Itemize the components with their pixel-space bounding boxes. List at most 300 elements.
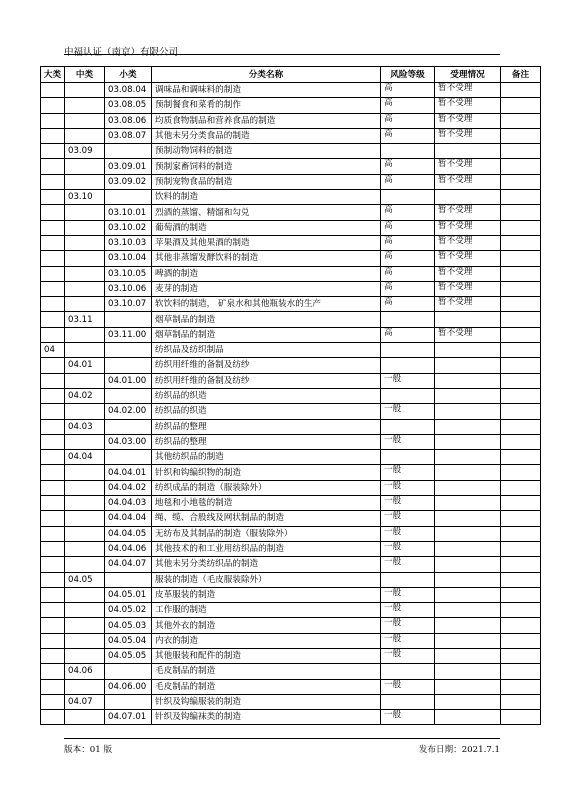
status-cell (435, 373, 501, 388)
notes-cell (501, 557, 541, 572)
minor-cell: 04.05.04 (105, 633, 152, 648)
table-row (41, 511, 541, 526)
table-row (41, 450, 541, 465)
major-cell (41, 312, 65, 327)
risk-cell: 高 (381, 220, 435, 235)
middle-cell (65, 83, 105, 98)
name-cell: 针织和钩编织物的制造 (152, 465, 381, 480)
name-cell: 均质食物制品和营养食品的制造 (152, 113, 381, 128)
minor-cell: 04.05.03 (105, 618, 152, 633)
status-cell (435, 694, 501, 709)
major-cell (41, 496, 65, 511)
minor-cell: 04.07.01 (105, 710, 152, 725)
minor-cell: 03.10.03 (105, 235, 152, 250)
status-cell (435, 587, 501, 602)
major-cell (41, 541, 65, 556)
middle-cell (65, 235, 105, 250)
minor-cell: 03.10.02 (105, 220, 152, 235)
notes-cell (501, 266, 541, 281)
major-cell (41, 297, 65, 312)
minor-cell (105, 358, 152, 373)
middle-cell (65, 557, 105, 572)
status-cell (435, 358, 501, 373)
table-row (41, 648, 541, 663)
name-cell: 饮料的制造 (152, 190, 381, 205)
name-cell: 纺织用纤维的备制及纺纱 (152, 358, 381, 373)
col-status: 受理情况 (435, 67, 501, 83)
notes-cell (501, 511, 541, 526)
status-cell: 暂不受理 (435, 83, 501, 98)
risk-cell: 一般 (381, 373, 435, 388)
middle-cell (65, 205, 105, 220)
table-row (41, 312, 541, 327)
notes-cell (501, 679, 541, 694)
middle-cell: 03.10 (65, 190, 105, 205)
minor-cell: 04.05.01 (105, 587, 152, 602)
minor-cell: 04.03.00 (105, 434, 152, 449)
notes-cell (501, 281, 541, 296)
notes-cell (501, 128, 541, 143)
minor-cell: 04.04.05 (105, 526, 152, 541)
status-cell (435, 434, 501, 449)
table-row (41, 144, 541, 159)
risk-cell: 高 (381, 159, 435, 174)
name-cell: 预制餐食和菜肴的制作 (152, 98, 381, 113)
minor-cell (105, 664, 152, 679)
name-cell: 纺织品及纺织制品 (152, 343, 381, 358)
risk-cell: 高 (381, 297, 435, 312)
notes-cell (501, 159, 541, 174)
risk-cell: 一般 (381, 557, 435, 572)
risk-cell: 高 (381, 113, 435, 128)
notes-cell (501, 343, 541, 358)
table-row (41, 83, 541, 98)
table-row (41, 694, 541, 709)
status-cell (435, 572, 501, 587)
major-cell (41, 633, 65, 648)
table-row (41, 297, 541, 312)
name-cell: 皮革服装的制造 (152, 587, 381, 602)
table-row (41, 557, 541, 572)
status-cell (435, 404, 501, 419)
status-cell: 暂不受理 (435, 205, 501, 220)
name-cell: 预制家畜饲料的制造 (152, 159, 381, 174)
table-row (41, 465, 541, 480)
name-cell: 工作服的制造 (152, 603, 381, 618)
minor-cell (105, 572, 152, 587)
status-cell: 暂不受理 (435, 159, 501, 174)
name-cell: 葡萄酒的制造 (152, 220, 381, 235)
table-row (41, 526, 541, 541)
minor-cell: 03.08.05 (105, 98, 152, 113)
risk-cell (381, 343, 435, 358)
name-cell: 调味品和调味料的制造 (152, 83, 381, 98)
middle-cell (65, 480, 105, 495)
notes-cell (501, 541, 541, 556)
risk-cell (381, 388, 435, 403)
name-cell: 其他服装和配件的制造 (152, 648, 381, 663)
category-table (40, 66, 541, 725)
risk-cell: 一般 (381, 679, 435, 694)
table-row (41, 496, 541, 511)
middle-cell (65, 541, 105, 556)
middle-cell: 03.11 (65, 312, 105, 327)
middle-cell (65, 633, 105, 648)
middle-cell: 04.03 (65, 419, 105, 434)
middle-cell (65, 251, 105, 266)
minor-cell: 04.04.01 (105, 465, 152, 480)
minor-cell: 03.08.07 (105, 128, 152, 143)
major-cell (41, 480, 65, 495)
risk-cell: 高 (381, 235, 435, 250)
name-cell: 针织及钩编服装的制造 (152, 694, 381, 709)
minor-cell: 04.04.04 (105, 511, 152, 526)
risk-cell: 高 (381, 205, 435, 220)
status-cell (435, 190, 501, 205)
table-row (41, 388, 541, 403)
status-cell (435, 480, 501, 495)
table-row (41, 174, 541, 189)
middle-cell (65, 297, 105, 312)
middle-cell (65, 603, 105, 618)
status-cell: 暂不受理 (435, 251, 501, 266)
notes-cell (501, 297, 541, 312)
risk-cell (381, 312, 435, 327)
notes-cell (501, 83, 541, 98)
name-cell: 纺织品的整理 (152, 419, 381, 434)
name-cell: 麦芽的制造 (152, 281, 381, 296)
status-cell (435, 450, 501, 465)
risk-cell (381, 419, 435, 434)
status-cell: 暂不受理 (435, 174, 501, 189)
col-notes: 备注 (501, 67, 541, 83)
middle-cell (65, 710, 105, 725)
middle-cell (65, 526, 105, 541)
status-cell: 暂不受理 (435, 98, 501, 113)
name-cell: 无纺布及其制品的制造（服装除外） (152, 526, 381, 541)
minor-cell (105, 388, 152, 403)
name-cell: 针织及钩编袜类的制造 (152, 710, 381, 725)
risk-cell: 高 (381, 174, 435, 189)
major-cell (41, 159, 65, 174)
name-cell: 其他未另分类食品的制造 (152, 128, 381, 143)
status-cell (435, 541, 501, 556)
status-cell: 暂不受理 (435, 281, 501, 296)
table-row (41, 434, 541, 449)
notes-cell (501, 312, 541, 327)
status-cell (435, 496, 501, 511)
name-cell: 毛皮制品的制造 (152, 679, 381, 694)
middle-cell (65, 373, 105, 388)
status-cell (435, 648, 501, 663)
middle-cell (65, 220, 105, 235)
minor-cell (105, 450, 152, 465)
notes-cell (501, 603, 541, 618)
minor-cell: 03.10.05 (105, 266, 152, 281)
risk-cell (381, 664, 435, 679)
major-cell (41, 83, 65, 98)
status-cell (435, 557, 501, 572)
minor-cell: 04.05.02 (105, 603, 152, 618)
footer-rule (64, 738, 500, 739)
company-header: 中福认证（南京）有限公司 (64, 47, 179, 58)
table-row (41, 587, 541, 602)
risk-cell: 高 (381, 98, 435, 113)
table-row (41, 98, 541, 113)
minor-cell: 03.10.01 (105, 205, 152, 220)
risk-cell: 一般 (381, 710, 435, 725)
major-cell (41, 144, 65, 159)
status-cell (435, 710, 501, 725)
name-cell: 其他技术的和工业用纺织品的制造 (152, 541, 381, 556)
middle-cell (65, 174, 105, 189)
major-cell (41, 648, 65, 663)
minor-cell: 03.08.06 (105, 113, 152, 128)
risk-cell (381, 144, 435, 159)
middle-cell: 04.06 (65, 664, 105, 679)
name-cell: 毛皮制品的制造 (152, 664, 381, 679)
notes-cell (501, 98, 541, 113)
major-cell (41, 450, 65, 465)
major-cell (41, 511, 65, 526)
major-cell (41, 603, 65, 618)
notes-cell (501, 144, 541, 159)
middle-cell (65, 98, 105, 113)
notes-cell (501, 480, 541, 495)
table-row (41, 419, 541, 434)
notes-cell (501, 618, 541, 633)
table-row (41, 205, 541, 220)
major-cell (41, 587, 65, 602)
risk-cell: 一般 (381, 633, 435, 648)
minor-cell (105, 144, 152, 159)
minor-cell: 04.02.00 (105, 404, 152, 419)
table-row (41, 633, 541, 648)
table-row (41, 603, 541, 618)
notes-cell (501, 404, 541, 419)
name-cell: 苹果酒及其他果酒的制造 (152, 235, 381, 250)
publish-date: 发布日期：2021.7.1 (418, 745, 500, 755)
table-row (41, 618, 541, 633)
name-cell: 绳、缆、合股线及网状制品的制造 (152, 511, 381, 526)
notes-cell (501, 327, 541, 342)
notes-cell (501, 664, 541, 679)
middle-cell (65, 679, 105, 694)
minor-cell: 04.05.05 (105, 648, 152, 663)
notes-cell (501, 434, 541, 449)
name-cell: 纺织品的整理 (152, 434, 381, 449)
minor-cell: 04.04.02 (105, 480, 152, 495)
minor-cell: 04.04.06 (105, 541, 152, 556)
risk-cell: 一般 (381, 496, 435, 511)
status-cell (435, 679, 501, 694)
table-row (41, 190, 541, 205)
risk-cell: 一般 (381, 404, 435, 419)
middle-cell (65, 327, 105, 342)
major-cell (41, 404, 65, 419)
notes-cell (501, 220, 541, 235)
table-row (41, 327, 541, 342)
notes-cell (501, 251, 541, 266)
middle-cell (65, 159, 105, 174)
status-cell (435, 312, 501, 327)
middle-cell (65, 434, 105, 449)
major-cell (41, 266, 65, 281)
risk-cell: 一般 (381, 465, 435, 480)
status-cell (435, 618, 501, 633)
minor-cell: 03.10.07 (105, 297, 152, 312)
risk-cell: 一般 (381, 541, 435, 556)
minor-cell: 04.06.00 (105, 679, 152, 694)
minor-cell: 03.10.04 (105, 251, 152, 266)
notes-cell (501, 710, 541, 725)
name-cell: 纺织品的织造 (152, 388, 381, 403)
major-cell (41, 388, 65, 403)
notes-cell (501, 419, 541, 434)
col-risk: 风险等级 (381, 67, 435, 83)
status-cell: 暂不受理 (435, 113, 501, 128)
risk-cell (381, 450, 435, 465)
notes-cell (501, 388, 541, 403)
table-row (41, 404, 541, 419)
major-cell (41, 174, 65, 189)
col-major: 大类 (41, 67, 65, 83)
risk-cell: 一般 (381, 434, 435, 449)
table-row (41, 373, 541, 388)
version-label: 版本：01 版 (64, 745, 113, 755)
table-row (41, 266, 541, 281)
middle-cell: 04.04 (65, 450, 105, 465)
major-cell (41, 664, 65, 679)
risk-cell: 高 (381, 327, 435, 342)
status-cell: 暂不受理 (435, 128, 501, 143)
status-cell (435, 511, 501, 526)
col-name: 分类名称 (152, 67, 381, 83)
table-row (41, 679, 541, 694)
minor-cell: 03.11.00 (105, 327, 152, 342)
notes-cell (501, 496, 541, 511)
middle-cell (65, 648, 105, 663)
minor-cell: 04.01.00 (105, 373, 152, 388)
name-cell: 纺织品的织造 (152, 404, 381, 419)
middle-cell (65, 266, 105, 281)
status-cell (435, 144, 501, 159)
major-cell (41, 251, 65, 266)
minor-cell: 03.10.06 (105, 281, 152, 296)
notes-cell (501, 572, 541, 587)
major-cell (41, 190, 65, 205)
status-cell: 暂不受理 (435, 235, 501, 250)
major-cell (41, 373, 65, 388)
status-cell (435, 633, 501, 648)
name-cell: 烈酒的蒸馏、精馏和勾兑 (152, 205, 381, 220)
risk-cell: 一般 (381, 618, 435, 633)
risk-cell: 一般 (381, 526, 435, 541)
major-cell (41, 98, 65, 113)
major-cell (41, 358, 65, 373)
notes-cell (501, 174, 541, 189)
header-rule (64, 54, 500, 55)
major-cell (41, 710, 65, 725)
col-middle: 中类 (65, 67, 105, 83)
status-cell: 暂不受理 (435, 297, 501, 312)
middle-cell (65, 404, 105, 419)
name-cell: 内衣的制造 (152, 633, 381, 648)
middle-cell (65, 618, 105, 633)
notes-cell (501, 205, 541, 220)
major-cell (41, 220, 65, 235)
middle-cell (65, 113, 105, 128)
risk-cell: 高 (381, 128, 435, 143)
table-body (41, 83, 541, 725)
middle-cell: 04.05 (65, 572, 105, 587)
major-cell (41, 434, 65, 449)
name-cell: 地毯和小地毯的制造 (152, 496, 381, 511)
name-cell: 啤酒的制造 (152, 266, 381, 281)
major-cell (41, 419, 65, 434)
name-cell: 其他非蒸馏发酵饮料的制造 (152, 251, 381, 266)
table-row (41, 358, 541, 373)
major-cell (41, 128, 65, 143)
name-cell: 其他纺织品的制造 (152, 450, 381, 465)
notes-cell (501, 633, 541, 648)
minor-cell (105, 694, 152, 709)
minor-cell: 04.04.03 (105, 496, 152, 511)
middle-cell (65, 343, 105, 358)
middle-cell (65, 587, 105, 602)
notes-cell (501, 190, 541, 205)
table-row (41, 343, 541, 358)
status-cell (435, 343, 501, 358)
table-row (41, 235, 541, 250)
table-row (41, 572, 541, 587)
name-cell: 其他外衣的制造 (152, 618, 381, 633)
minor-cell (105, 419, 152, 434)
middle-cell (65, 128, 105, 143)
risk-cell (381, 190, 435, 205)
notes-cell (501, 587, 541, 602)
middle-cell: 04.07 (65, 694, 105, 709)
name-cell: 其他未另分类纺织品的制造 (152, 557, 381, 572)
status-cell (435, 526, 501, 541)
middle-cell: 04.02 (65, 388, 105, 403)
minor-cell: 03.09.01 (105, 159, 152, 174)
risk-cell: 高 (381, 266, 435, 281)
status-cell: 暂不受理 (435, 220, 501, 235)
risk-cell: 高 (381, 83, 435, 98)
minor-cell (105, 312, 152, 327)
table-row (41, 251, 541, 266)
risk-cell: 一般 (381, 603, 435, 618)
risk-cell: 一般 (381, 648, 435, 663)
middle-cell (65, 465, 105, 480)
middle-cell (65, 496, 105, 511)
name-cell: 预制动物饲料的制造 (152, 144, 381, 159)
table-row (41, 710, 541, 725)
risk-cell (381, 358, 435, 373)
major-cell (41, 618, 65, 633)
table-row (41, 159, 541, 174)
minor-cell: 03.08.04 (105, 83, 152, 98)
minor-cell: 03.09.02 (105, 174, 152, 189)
risk-cell: 一般 (381, 511, 435, 526)
status-cell (435, 664, 501, 679)
major-cell (41, 572, 65, 587)
name-cell: 烟草制品的制造 (152, 312, 381, 327)
status-cell (435, 388, 501, 403)
status-cell (435, 419, 501, 434)
notes-cell (501, 373, 541, 388)
